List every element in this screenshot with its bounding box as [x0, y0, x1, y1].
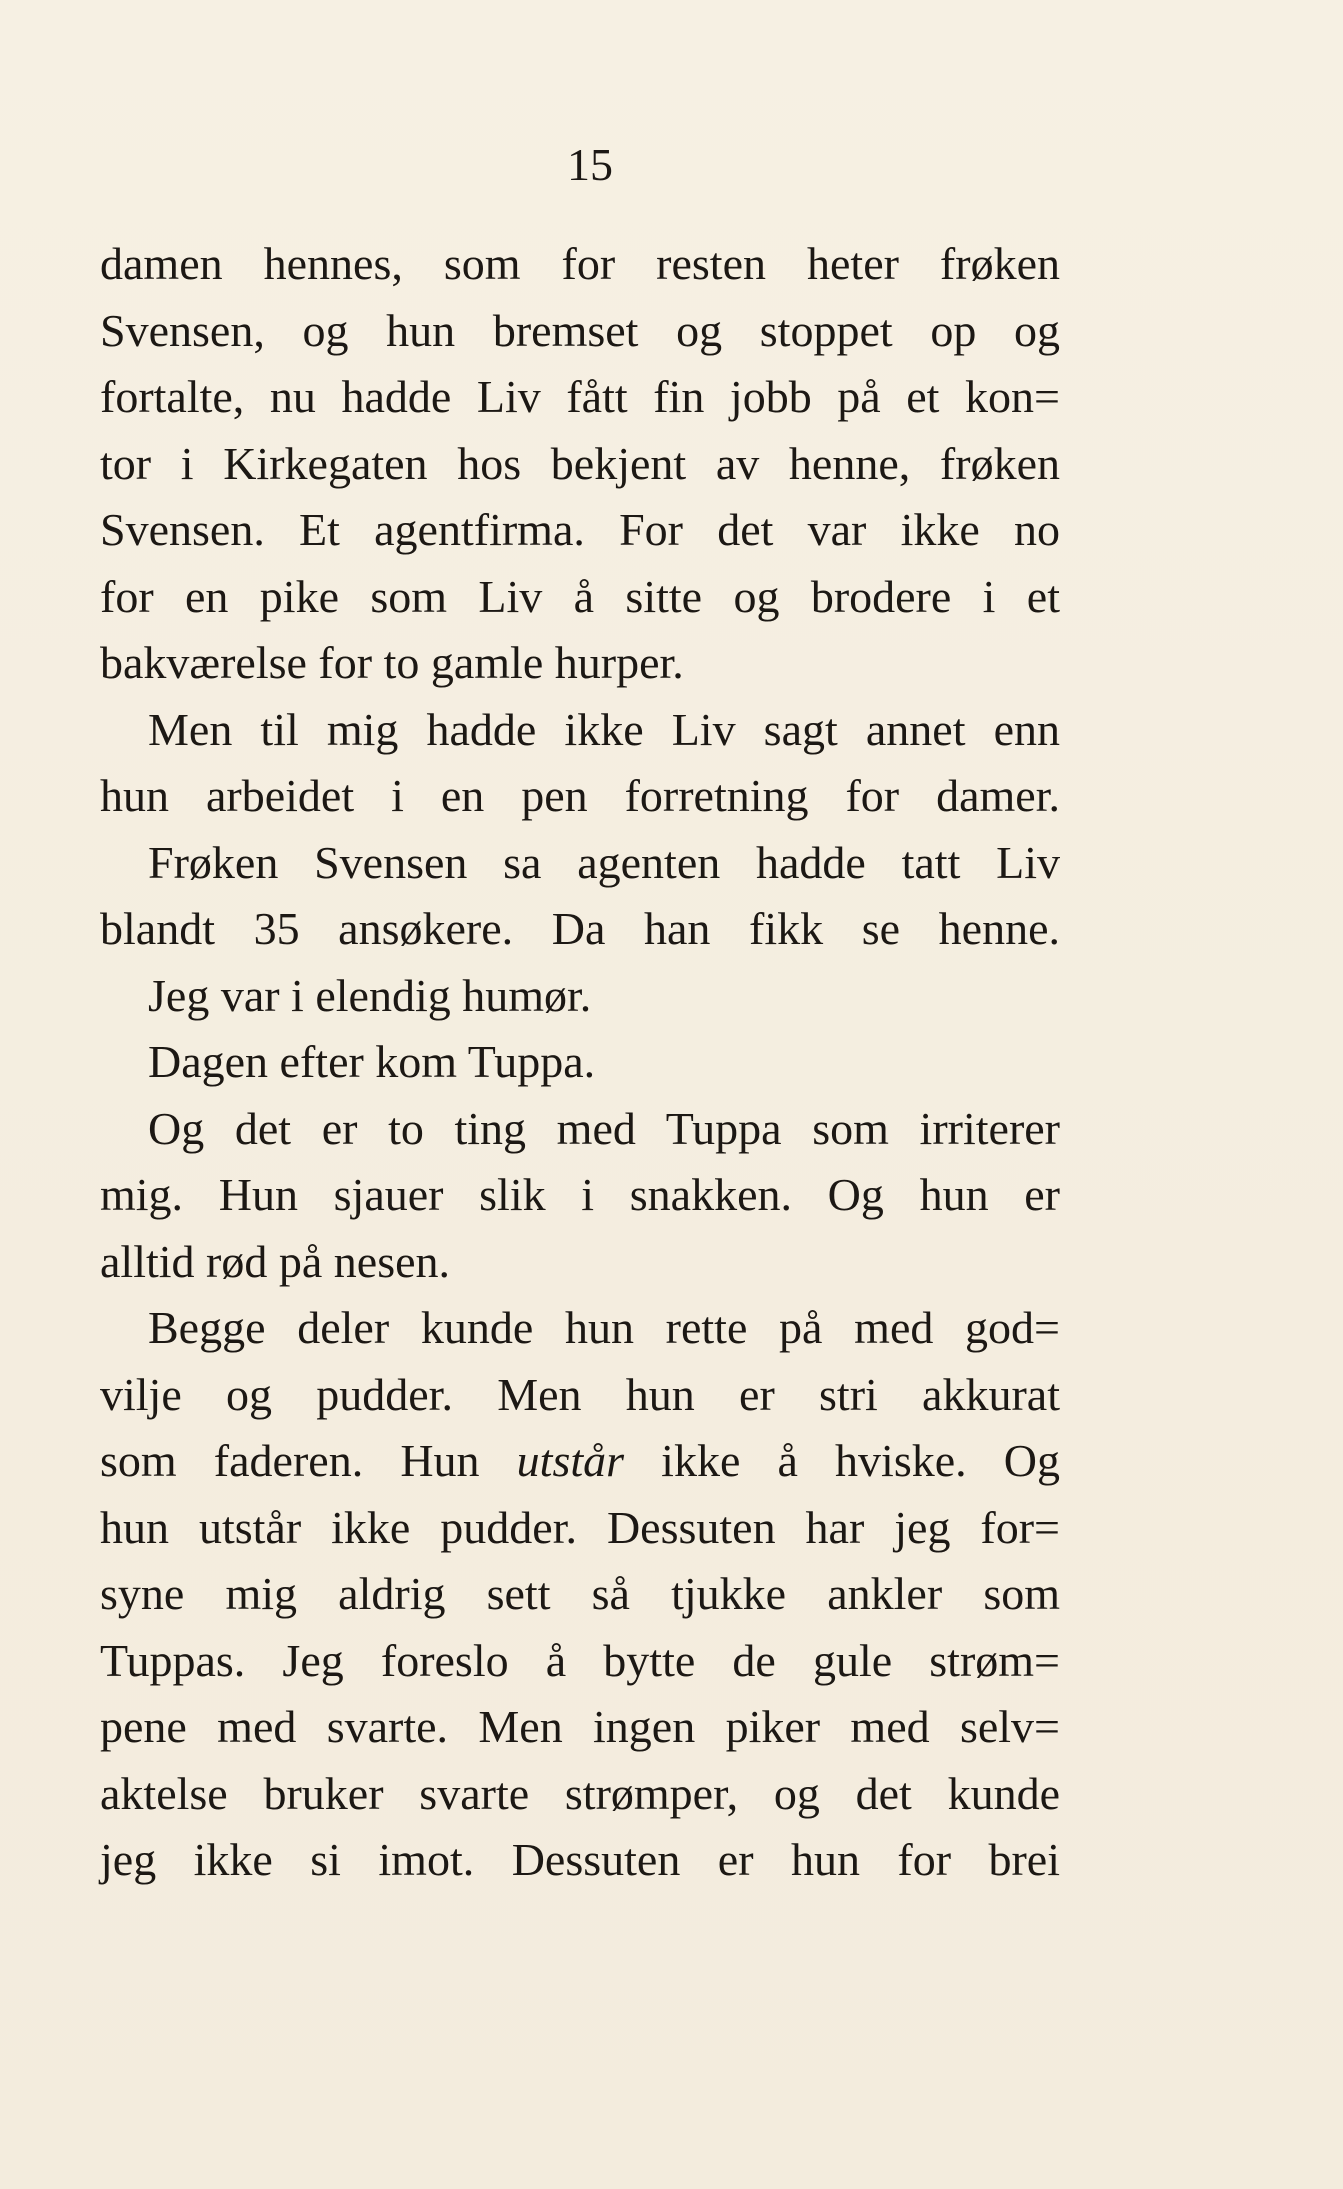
line-text: Svensen, og hun bremset og stoppet op og	[100, 304, 1060, 356]
line-text: for en pike som Liv å sitte og brodere i et	[100, 570, 1060, 622]
text-line	[100, 1428, 1060, 1495]
text-line	[100, 1761, 1060, 1828]
line-text: Men til mig hadde ikke Liv sagt annet enn	[148, 703, 1060, 755]
line-text: fortalte, nu hadde Liv fått fin jobb på et kon=	[100, 371, 1060, 422]
text-line	[100, 497, 1060, 564]
line-text: mig. Hun sjauer slik i snakken. Og hun er	[100, 1169, 1060, 1220]
text-line	[100, 896, 1060, 963]
text-line	[100, 763, 1060, 830]
line-text: bakværelse for to gamle hurper.	[100, 637, 684, 688]
text-line	[100, 298, 1060, 365]
line-text: vilje og pudder. Men hun er stri akkurat	[100, 1368, 1060, 1420]
text-line	[100, 830, 1060, 897]
line-text: hun utstår ikke pudder. Dessuten har jeg for=	[100, 1501, 1060, 1553]
text-line	[100, 1827, 1060, 1894]
line-text: hun arbeidet i en pen forretning for damer.	[100, 770, 1060, 821]
text-line	[100, 1694, 1060, 1761]
text-line	[100, 963, 1060, 1030]
page-number: 15	[567, 139, 613, 190]
line-text: Og det er to ting med Tuppa som irriterer	[148, 1102, 1060, 1154]
line-text: pene med svarte. Men ingen piker med selv=	[100, 1701, 1060, 1752]
text-line	[100, 697, 1060, 764]
line-text: Begge deler kunde hun rette på med god=	[148, 1302, 1060, 1353]
text-line	[100, 231, 1060, 298]
text-line	[100, 630, 1060, 697]
text-line	[100, 1295, 1060, 1362]
body-text	[100, 231, 1060, 1894]
text-line	[100, 1162, 1060, 1229]
line-text: aktelse bruker svarte strømper, og det kunde	[100, 1767, 1060, 1819]
text-line	[100, 564, 1060, 631]
text-line	[100, 1561, 1060, 1628]
line-text: Tuppas. Jeg foreslo å bytte de gule strøm=	[100, 1634, 1060, 1686]
line-text: damen hennes, som for resten heter frøken	[100, 238, 1060, 289]
line-text: Dagen efter kom Tuppa.	[148, 1036, 596, 1087]
line-text: Jeg var i elendig humør.	[148, 969, 592, 1021]
line-text: alltid rød på nesen.	[100, 1235, 451, 1287]
line-text-post: ikke å hviske. Og	[624, 1435, 1060, 1486]
text-line	[100, 1029, 1060, 1096]
text-line	[100, 364, 1060, 431]
text-line	[100, 1495, 1060, 1562]
line-text-pre: som faderen. Hun	[100, 1435, 517, 1486]
line-text: syne mig aldrig sett så tjukke ankler som	[100, 1568, 1060, 1619]
text-line	[100, 1229, 1060, 1296]
line-text: Svensen. Et agentfirma. For det var ikke no	[100, 504, 1060, 555]
italic-word: utstår	[516, 1435, 625, 1486]
line-text: blandt 35 ansøkere. Da han fikk se henne.	[100, 903, 1060, 954]
text-line	[100, 1096, 1060, 1163]
line-text: Frøken Svensen sa agenten hadde tatt Liv	[148, 836, 1060, 888]
text-line	[100, 431, 1060, 498]
line-text: tor i Kirkegaten hos bekjent av henne, frøken	[100, 437, 1060, 489]
line-text: jeg ikke si imot. Dessuten er hun for brei	[100, 1834, 1060, 1885]
text-line	[100, 1362, 1060, 1429]
text-line	[100, 1628, 1060, 1695]
